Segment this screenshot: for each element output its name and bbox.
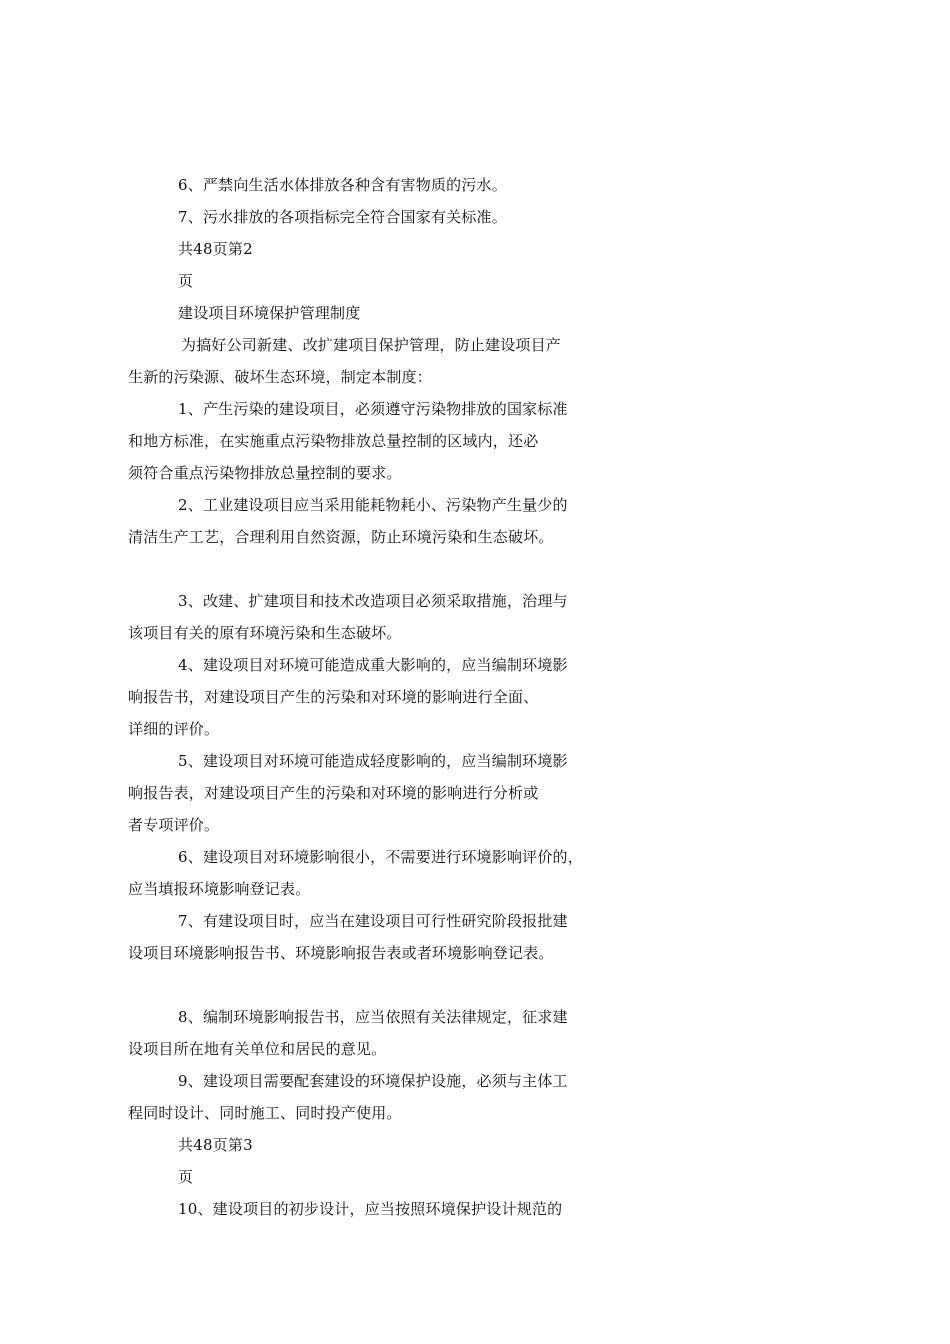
paragraph-line: 应当填报环境影响登记表。 [128, 880, 311, 898]
page-footer-line: 页 [178, 272, 194, 290]
paragraph-line: 设项目环境影响报告书、环境影响报告表或者环境影响登记表。 [128, 944, 554, 962]
paragraph-line: 清洁生产工艺，合理利用自然资源，防止环境污染和生态破坏。 [128, 528, 554, 546]
paragraph-line: 5、建设项目对环境可能造成轻度影响的，应当编制环境影 [178, 752, 568, 770]
paragraph-line: 响报告表，对建设项目产生的污染和对环境的影响进行分析或 [128, 784, 539, 802]
paragraph-line: 9、建设项目需要配套建设的环境保护设施，必须与主体工 [178, 1072, 568, 1090]
paragraph-line: 为搞好公司新建、改扩建项目保护管理，防止建设项目产 [181, 336, 562, 354]
paragraph-line: 该项目有关的原有环境污染和生态破坏。 [128, 624, 402, 642]
paragraph-line: 3、改建、扩建项目和技术改造项目必须采取措施，治理与 [178, 592, 568, 610]
section-heading: 建设项目环境保护管理制度 [178, 304, 361, 322]
paragraph-line: 6、建设项目对环境影响很小，不需要进行环境影响评价的， [178, 848, 583, 866]
paragraph-line: 设项目所在地有关单位和居民的意见。 [128, 1040, 387, 1058]
paragraph-line: 1、产生污染的建设项目，必须遵守污染物排放的国家标准 [178, 400, 568, 418]
document-body [0, 169, 950, 1225]
blank-line [0, 969, 950, 1001]
paragraph-line: 须符合重点污染物排放总量控制的要求。 [128, 464, 402, 482]
blank-line [0, 553, 950, 585]
paragraph-line: 10、建设项目的初步设计，应当按照环境保护设计规范的 [178, 1200, 563, 1218]
paragraph-line: 者专项评价。 [128, 816, 220, 834]
page-footer-line: 共48页第2 [178, 240, 253, 258]
page-footer-line: 页 [178, 1168, 194, 1186]
paragraph-line: 4、建设项目对环境可能造成重大影响的，应当编制环境影 [178, 656, 568, 674]
page-footer-line: 共48页第3 [178, 1136, 253, 1154]
paragraph-line: 8、编制环境影响报告书，应当依照有关法律规定，征求建 [178, 1008, 568, 1026]
paragraph-line: 详细的评价。 [128, 720, 220, 738]
paragraph-line: 响报告书，对建设项目产生的污染和对环境的影响进行全面、 [128, 688, 539, 706]
paragraph-line: 和地方标准，在实施重点污染物排放总量控制的区域内，还必 [128, 432, 539, 450]
paragraph-line: 生新的污染源、破坏生态环境，制定本制度： [128, 368, 433, 386]
paragraph-line: 7、有建设项目时，应当在建设项目可行性研究阶段报批建 [178, 912, 568, 930]
paragraph-line: 2、工业建设项目应当采用能耗物耗小、污染物产生量少的 [178, 496, 568, 514]
paragraph-line: 程同时设计、同时施工、同时投产使用。 [128, 1104, 402, 1122]
paragraph-line: 6、严禁向生活水体排放各种含有害物质的污水。 [178, 176, 507, 194]
paragraph-line: 7、污水排放的各项指标完全符合国家有关标准。 [178, 208, 507, 226]
